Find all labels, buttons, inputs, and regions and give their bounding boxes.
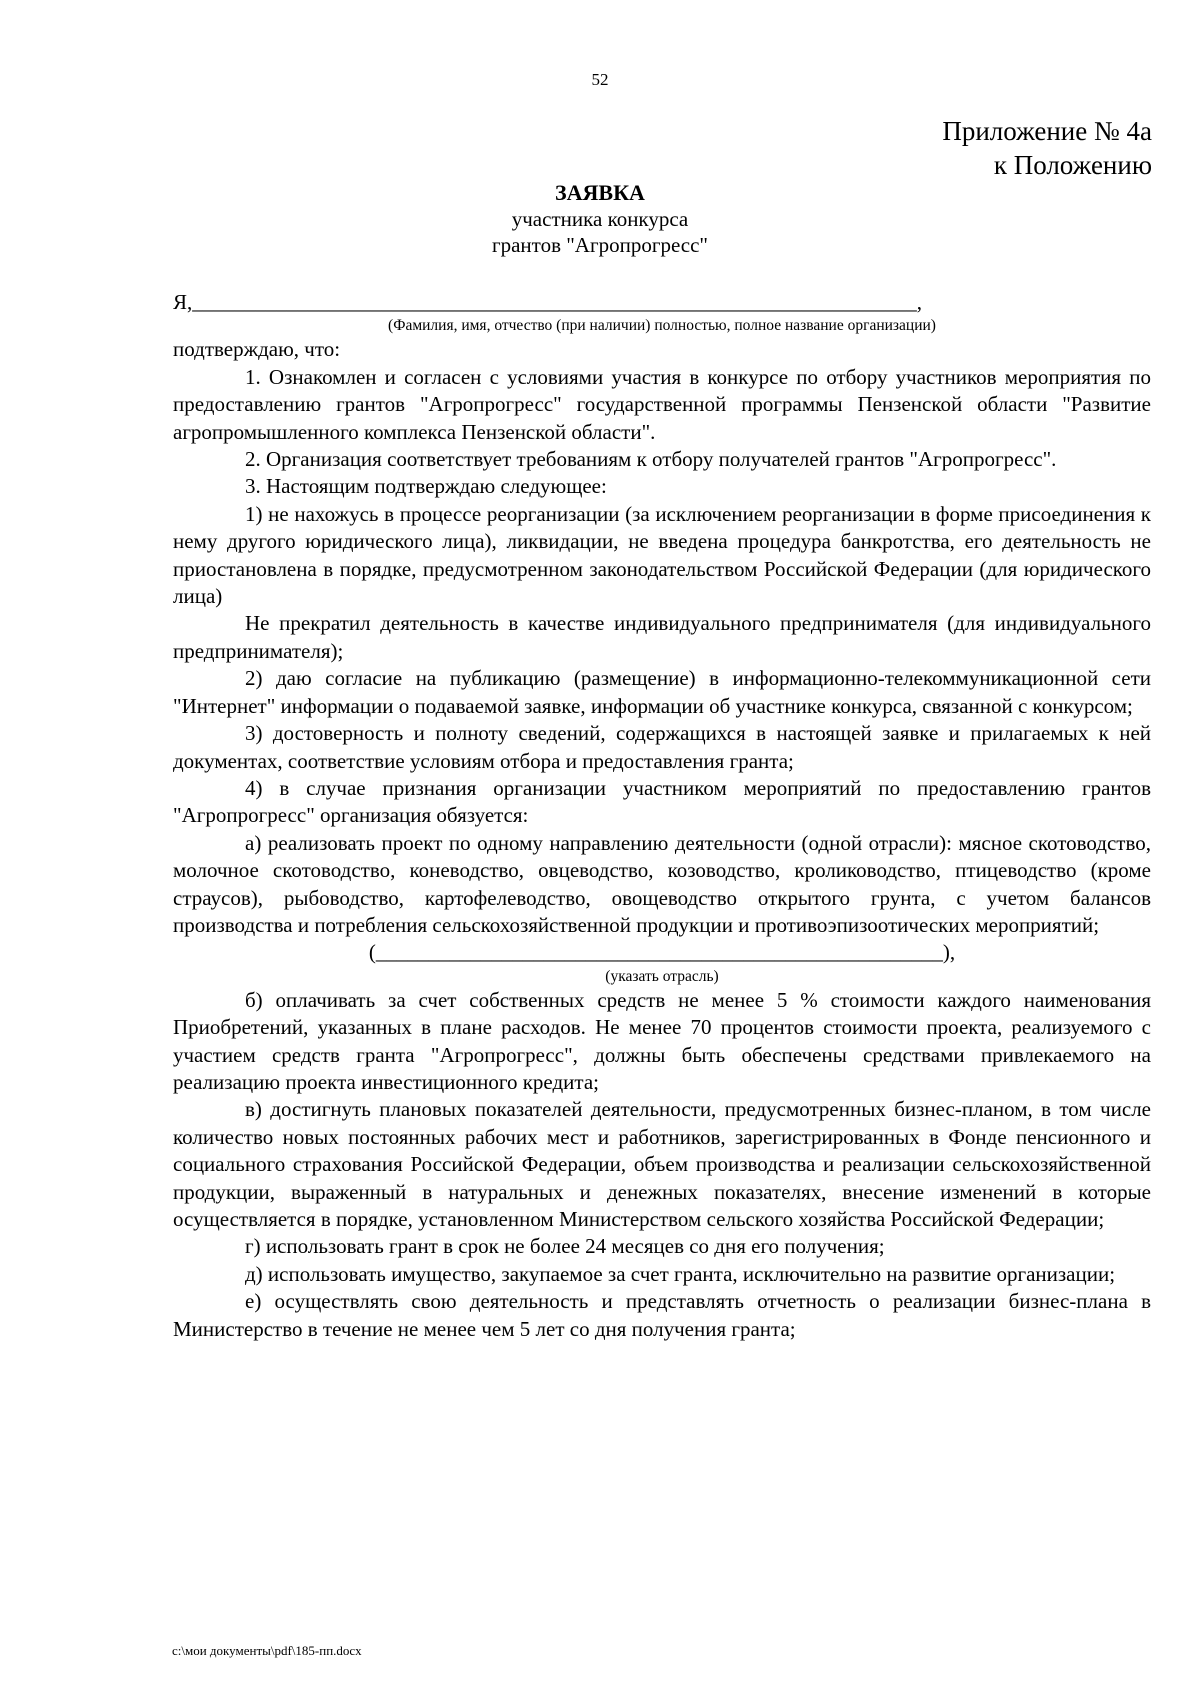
obligation-a: а) реализовать проект по одному направлению деятельности (одной отрасли): мясное скотоводство, молочное скотоводство, коневодство, овцеводство, козоводство, кролиководство, птицеводство (кроме страусов), рыбоводство, картофелеводство, овощеводство открытого грунта, с учетом балансов производства и потребления сельскохозяйственной продукции и противоэпизоотических мероприятий; xyxy=(173,830,1151,937)
obligation-e: е) осуществлять свою деятельность и представлять отчетность о реализации бизнес-плана в Министерство в течение не менее чем 5 лет со дня получения гранта; xyxy=(173,1289,1151,1341)
paragraph-3-1: 1) не нахожусь в процессе реорганизации (за исключением реорганизации в форме присоединения к нему другого юридического лица), ликвидации, не введена процедура банкротства, его деятельность не приостановлена в порядке, предусмотренном законодательством Российской Федерации (для юридического лица) xyxy=(173,501,1151,609)
title-block xyxy=(0,180,1200,258)
paragraph-1: 1. Ознакомлен и согласен с условиями участия в конкурсе по отбору участников мероприятия по предоставлению грантов "Агропрогресс" государственной программы Пензенской области "Развитие агропромышленного комплекса Пензенской области". xyxy=(173,364,1151,444)
obligation-d: д) использовать имущество, закупаемое за счет гранта, исключительно на развитие организации; xyxy=(245,1261,1116,1286)
applicant-name-caption: (Фамилия, имя, отчество (при наличии) полностью, полное название организации) xyxy=(388,317,936,335)
footer-file-path: c:\мои документы\pdf\185-пп.docx xyxy=(172,1643,362,1658)
appendix-number: Приложение № 4а xyxy=(942,116,1152,146)
appendix-reference: к Положению xyxy=(993,150,1152,180)
document-body xyxy=(173,289,1151,1343)
document-title: ЗАЯВКА xyxy=(555,180,645,205)
confirm-intro: подтверждаю, что: xyxy=(173,337,341,362)
industry-caption: (указать отрасль) xyxy=(605,967,719,985)
obligation-v: в) достигнуть плановых показателей деятельности, предусмотренных бизнес-планом, в том числе количество новых постоянных рабочих мест и работников, зарегистрированных в Фонде пенсионного и социального страхования Российской Федерации, объем производства и реализации сельскохозяйственной продукции, выраженный в натуральных и денежных показателях, внесение изменений в которые осуществляется в порядке, установленном Министерством сельского хозяйства Российской Федерации; xyxy=(173,1097,1151,1231)
obligation-g: г) использовать грант в срок не более 24 месяцев со дня его получения; xyxy=(245,1234,885,1259)
document-subtitle-line1: участника конкурса xyxy=(511,207,689,231)
paragraph-3: 3. Настоящим подтверждаю следующее: xyxy=(245,474,607,499)
obligation-b: б) оплачивать за счет собственных средств не менее 5 % стоимости каждого наименования Приобретений, указанных в плане расходов. Не менее 70 процентов стоимости проекта, реализуемого с участием средств гранта "Агропрогресс", должны быть обеспечены средствами привлекаемого на реализацию проекта инвестиционного кредита; xyxy=(173,987,1151,1094)
page-number: 52 xyxy=(591,70,609,89)
industry-field: (______________________________________________________), xyxy=(368,940,956,965)
paragraph-3-1-entrepreneur: Не прекратил деятельность в качестве индивидуального предпринимателя (для индивидуального предпринимателя); xyxy=(173,611,1151,663)
document-subtitle-line2: грантов "Агропрогресс" xyxy=(492,233,708,257)
paragraph-2: 2. Организация соответствует требованиям к отбору получателей грантов "Агропрогресс". xyxy=(245,447,1057,472)
paragraph-3-3: 3) достоверность и полноту сведений, содержащихся в настоящей заявке и прилагаемых к ней документах, соответствие условиям отбора и предоставления гранта; xyxy=(173,721,1151,773)
paragraph-3-4: 4) в случае признания организации участником мероприятий по предоставлению грантов "Агропрогресс" организация обязуется: xyxy=(173,775,1151,828)
paragraph-3-2: 2) даю согласие на публикацию (размещение) в информационно-телекоммуникационной сети "Интернет" информации о подаваемой заявке, информации об участнике конкурса, связанной с конкурсом; xyxy=(173,666,1151,718)
applicant-name-field: Я,_____________________________________________________________________, xyxy=(173,290,923,314)
appendix-header xyxy=(942,114,1152,182)
